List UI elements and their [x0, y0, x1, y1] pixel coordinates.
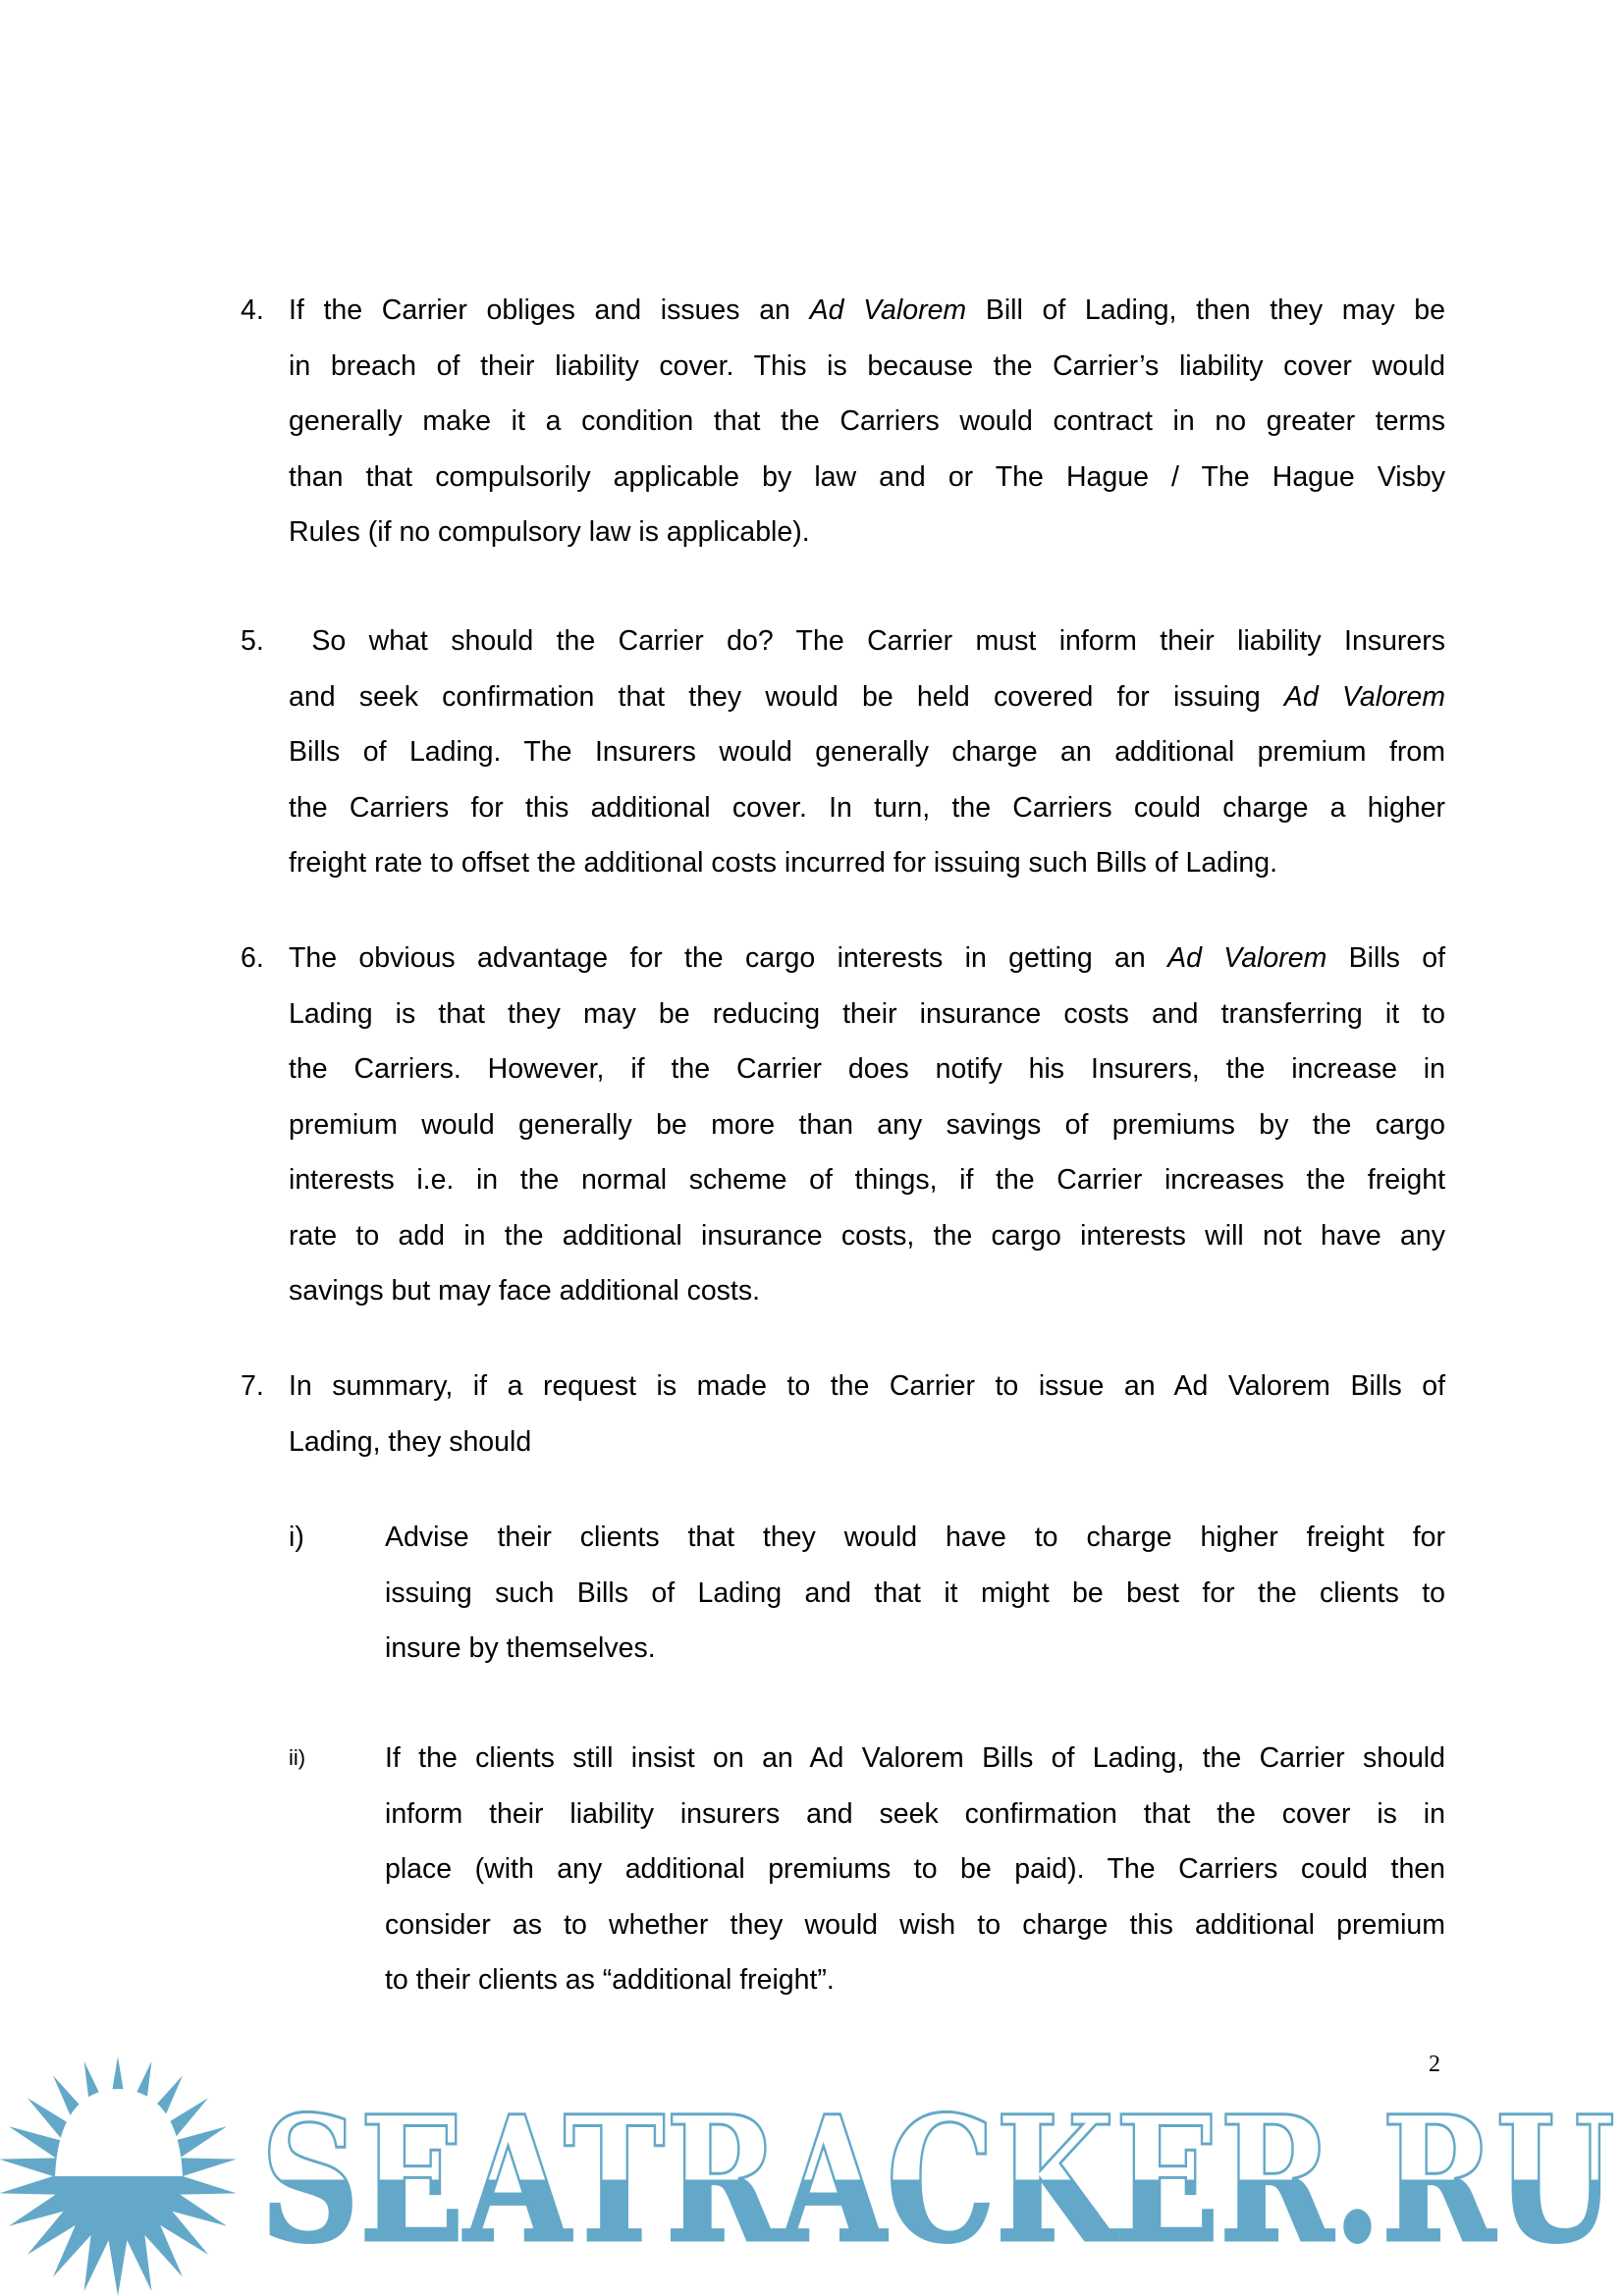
list-number: 4. [241, 294, 264, 326]
text-line: in breach of their liability cover. This is because the Carrier’s liability cover would [289, 349, 1445, 382]
text-line: interests i.e. in the normal scheme of things, if the Carrier increases the freight [289, 1164, 1445, 1196]
text-line: the Carriers. However, if the Carrier does notify his Insurers, the increase in [289, 1053, 1445, 1085]
text-line: rate to add in the additional insurance costs, the cargo interests will not have any [289, 1219, 1445, 1252]
text-line: premium would generally be more than any savings of premiums by the cargo [289, 1108, 1445, 1141]
text-line: generally make it a condition that the Carriers would contract in no greater terms [289, 405, 1445, 437]
text-line: In summary, if a request is made to the Carrier to issue an Ad Valorem Bills of [289, 1370, 1445, 1402]
text-line: consider as to whether they would wish to charge this additional premium [385, 1908, 1445, 1941]
list-number: i) [289, 1522, 304, 1553]
text-line: to their clients as “additional freight”. [385, 1964, 835, 1996]
text-line: insure by themselves. [385, 1632, 656, 1664]
list-number: 6. [241, 942, 264, 974]
text-line: the Carriers for this additional cover. In turn, the Carriers could charge a higher [289, 791, 1445, 824]
text-line: freight rate to offset the additional costs incurred for issuing such Bills of Lading. [289, 847, 1278, 879]
text-line: So what should the Carrier do? The Carrier must inform their liability Insurers [289, 625, 1445, 657]
text-line: Bills of Lading. The Insurers would generally charge an additional premium from [289, 736, 1445, 768]
text-line: Lading, they should [289, 1425, 532, 1458]
text-line: than that compulsorily applicable by law and or The Hague / The Hague Visby [289, 460, 1445, 493]
seatracker-watermark-logo [0, 2052, 1624, 2296]
text-line: Lading is that they may be reducing their insurance costs and transferring it to [289, 997, 1445, 1030]
text-line: The obvious advantage for the cargo interests in getting an Ad Valorem Bills of [289, 942, 1446, 974]
text-line: Advise their clients that they would have to charge higher freight for [385, 1522, 1445, 1553]
text-line: Rules (if no compulsory law is applicable). [289, 516, 810, 548]
list-number: ii) [289, 1745, 306, 1770]
list-number: 5. [241, 625, 264, 657]
text-line: and seek confirmation that they would be held covered for issuing Ad Valorem [289, 680, 1446, 713]
sun-icon [0, 2056, 237, 2296]
text-line: issuing such Bills of Lading and that it might be best for the clients to [385, 1576, 1445, 1609]
text-line: If the Carrier obliges and issues an Ad Valorem Bill of Lading, then they may be [289, 294, 1445, 326]
text-line: If the clients still insist on an Ad Valorem Bills of Lading, the Carrier should [385, 1742, 1445, 1774]
page-number: 2 [1429, 2052, 1440, 2077]
list-number: 7. [241, 1370, 264, 1402]
text-line: inform their liability insurers and seek confirmation that the cover is in [385, 1797, 1445, 1830]
watermark-text: SEATRACKER.RU [260, 2078, 1615, 2281]
text-line: place (with any additional premiums to be paid). The Carriers could then [385, 1853, 1445, 1885]
text-line: savings but may face additional costs. [289, 1275, 761, 1307]
